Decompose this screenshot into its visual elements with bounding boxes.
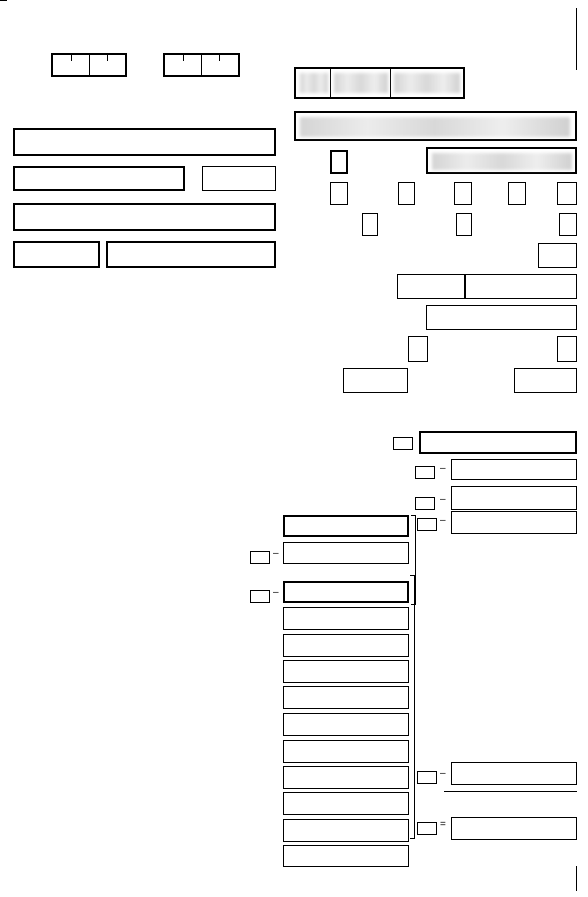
maennlich-checkbox[interactable] [398,182,415,205]
teilzeit-checkbox[interactable] [557,182,577,205]
crop-mark [576,8,577,70]
row-entwicklung-field[interactable] [283,634,409,657]
from-date-field[interactable] [51,53,127,77]
sonstige-field[interactable] [283,819,409,842]
k243-field[interactable] [451,762,577,785]
abz220-field[interactable] [283,542,409,564]
festsatz-field[interactable] [283,792,409,815]
abz226-field[interactable] [283,581,409,603]
homeoffice-field[interactable] [343,368,408,393]
avab-field[interactable] [362,213,378,236]
title-field[interactable] [202,166,276,191]
sf-field[interactable] [451,459,577,480]
vollzeit-checkbox[interactable] [508,182,526,205]
code-243 [417,771,437,784]
code-230 [417,518,437,531]
partner-svnr-field[interactable] [397,274,577,299]
kinder-field[interactable] [538,243,577,268]
ttmm-legend-from [61,35,131,43]
pab-field[interactable] [559,213,577,236]
code-210 [393,437,413,450]
brutto-field[interactable] [419,431,577,454]
k230-field[interactable] [451,511,577,534]
code-245 [417,822,437,835]
row-freiwillig-field[interactable] [283,766,409,789]
address-field[interactable] [13,203,276,231]
code-225 [250,551,270,564]
sonst-field[interactable] [451,486,577,510]
svnr-field[interactable] [294,111,577,141]
firstname-field[interactable] [13,166,185,191]
ttmm-legend-to [173,35,243,43]
instructions [14,284,19,333]
weiblich-checkbox[interactable] [330,182,348,205]
ort-field[interactable] [106,241,276,268]
tax-number-field[interactable] [294,67,465,99]
partner-birth-field[interactable] [426,305,577,330]
vab-field[interactable] [408,336,428,362]
row-ausland-field[interactable] [283,607,409,630]
row-reise-field[interactable] [283,660,409,683]
row-werbung-field[interactable] [283,740,409,763]
row-pendler-field[interactable] [283,713,409,736]
fbplus-field[interactable] [557,336,577,362]
k245-field[interactable] [451,817,577,840]
name-field[interactable] [13,128,276,156]
inter-checkbox[interactable] [454,182,472,205]
code-215 [415,466,435,479]
plz-field[interactable] [13,241,100,268]
code-226 [250,590,270,603]
kinder-fb-field[interactable] [514,368,577,393]
aeab-field[interactable] [456,213,472,236]
birthdate-field[interactable] [426,147,577,174]
crop-mark [0,0,7,1]
row-mitarbeiter-field[interactable] [283,686,409,709]
social-status-field[interactable] [330,150,348,174]
crop-mark [576,866,577,891]
to-date-field[interactable] [163,53,240,77]
sv-field[interactable] [283,515,409,537]
code-220 [415,497,435,510]
